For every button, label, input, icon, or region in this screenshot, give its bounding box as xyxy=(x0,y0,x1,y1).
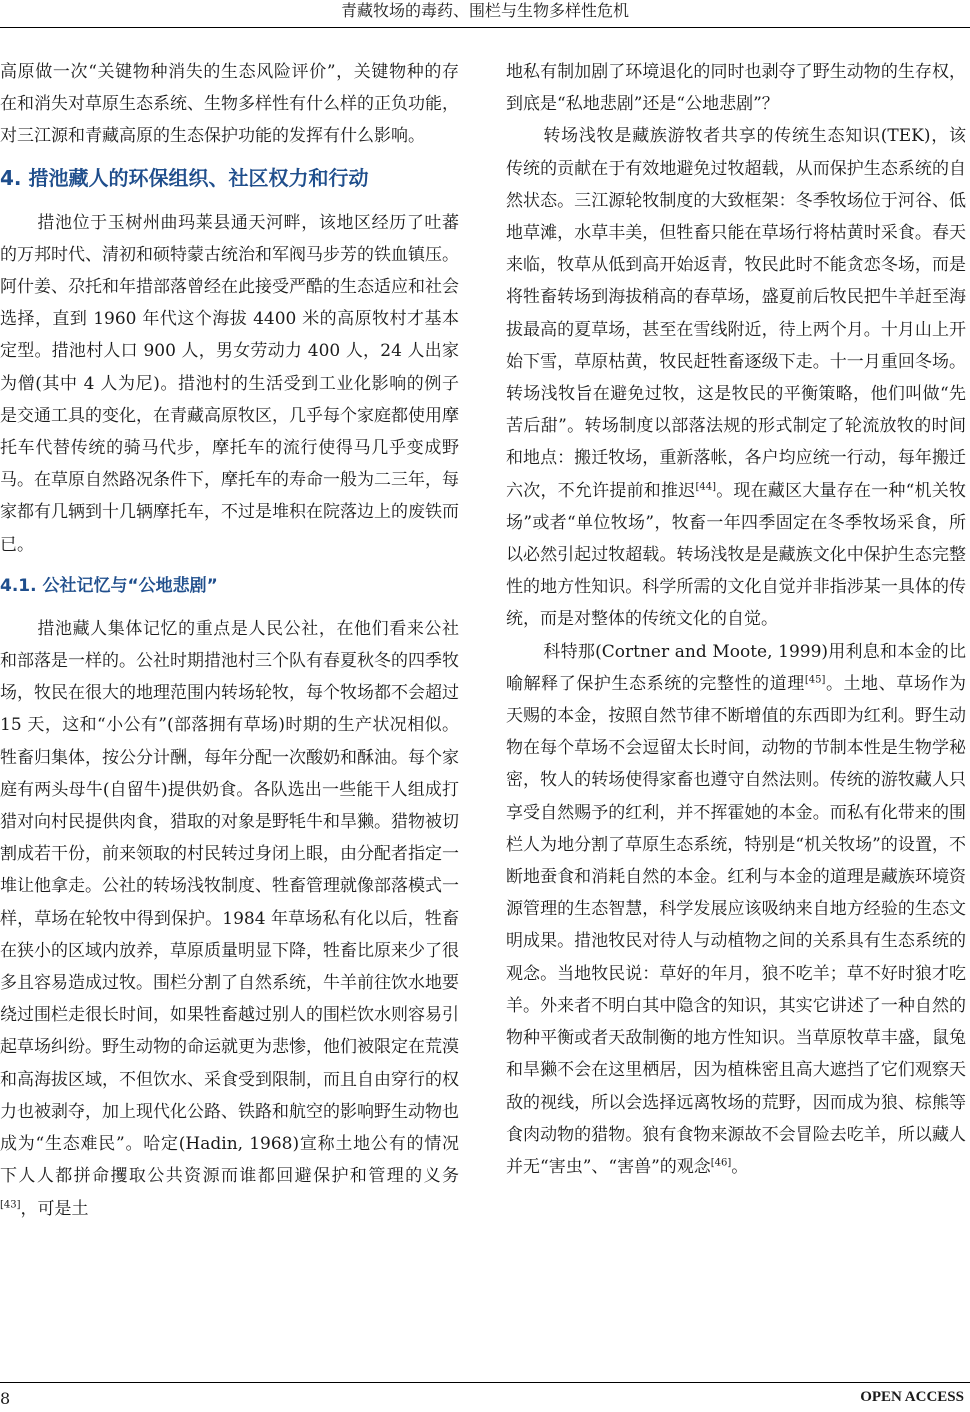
citation-ref-45[interactable]: [45] xyxy=(804,674,826,686)
paragraph: 地私有制加剧了环境退化的同时也剥夺了野生动物的生存权，到底是“私地悲剧”还是“公地悲剧”？ xyxy=(506,62,966,115)
paragraph-text: 措池藏人集体记忆的重点是人民公社，在他们看来公社和部落是一样的。公社时期措池村三个队有春夏秋冬的四季牧场，牧民在很大的地理范围内转场轮牧，每个牧场都不会超过 15 天，这和“小公有”(部落拥有草场)时期的生产状况相似。牲畜归集体，按公分计酬，每年分配一次酸奶和酥油。每个家庭有两头母牛(自留牛)提供奶食。各队选出一些能干人组成打猎对向村民提供肉食，猎取的对象是野牦牛和旱獭。猎物被切割成若干份，前来领取的村民转过身闭上眼，由分配者指定一堆让他拿走。公社的转场浅牧制度、牲畜管理就像部落模式一样，草场在轮牧中得到保护。1984 年草场私有化以后，牲畜在狭小的区域内放养，草原质量明显下降，牲畜比原来少了很多且容易造成过牧。围栏分割了自然系统，牛羊前往饮水地要绕过围栏走很长时间，如果牲畜越过别人的围栏饮水则容易引起草场纠纷。野生动物的命运就更为悲惨，他们被限定在荒漠和高海拔区域，不但饮水、采食受到限制，而且自由穿行的权力也被剥夺，加上现代化公路、铁路和航空的影响野生动物也成为“生态难民”。哈定(Hadin, 1968)宣称土地公有的情况下人人都拼命攫取公共资源而谁都回避保护和管理的义务 xyxy=(0,618,459,1187)
paragraph-text: 转场浅牧是藏族游牧者共享的传统生态知识(TEK)，该传统的贡献在于有效地避免过牧超载，从而保护生态系统的自然状态。三江源轮牧制度的大致框架：冬季牧场位于河谷、低地草滩，水草丰美，但牲畜只能在草场行将枯黄时采食。春天来临，牧草从低到高开始返青，牧民此时不能贪恋冬场，而是将牲畜转场到海拔稍高的春草场，盛夏前后牧民把牛羊赶至海拔最高的夏草场，甚至在雪线附近，待上两个月。十月山上开始下雪，草原枯黄，牧民赶牲畜逐级下走。十一月重回冬场。转场浅牧旨在避免过牧，这是牧民的平衡策略，他们叫做“先苦后甜”。转场制度以部落法规的形式制定了轮流放牧的时间和地点：搬迁牧场，重新落帐，各户均应统一行动，每年搬迁六次，不允许提前和推迟 xyxy=(506,126,966,501)
citation-ref-43[interactable]: [43] xyxy=(0,1198,21,1210)
left-column xyxy=(0,56,459,1225)
running-header: 青藏牧场的毒药、围栏与生物多样性危机 xyxy=(340,1,629,20)
right-column xyxy=(506,56,966,1183)
citation-ref-46[interactable]: [46] xyxy=(710,1157,732,1169)
footer-rule xyxy=(0,1382,970,1383)
paragraph: 措池位于玉树州曲玛莱县通天河畔，该地区经历了吐蕃的万邦时代、清初和硕特蒙古统治和军阀马步芳的铁血镇压。阿什姜、尕托和年措部落曾经在此接受严酷的生态适应和社会选择，直到 1960 年代这个海拔 4400 米的高原牧村才基本定型。措池村人口 900 人，男女劳动力 400 人，24 人出家为僧(其中 4 人为尼)。措池村的生活受到工业化影响的例子是交通工具的变化，在青藏高原牧区，几乎每个家庭都使用摩托车代替传统的骑马代步，摩托车的流行使得马几乎变成野马。在草原自然路况条件下，摩托车的寿命一般为二三年，每家都有几辆到十几辆摩托车，不过是堆积在院落边上的废铁而已。 xyxy=(0,212,459,555)
open-access-label: OPEN ACCESS xyxy=(860,1389,964,1405)
section-heading-4-1: 4.1. 公社记忆与“公地悲剧” xyxy=(0,575,218,596)
paragraph xyxy=(506,120,966,635)
page-number: 8 xyxy=(0,1389,11,1408)
paragraph: 高原做一次“关键物种消失的生态风险评价”，关键物种的存在和消失对草原生态系统、生物多样性有什么样的正负功能，对三江源和青藏高原的生态保护功能的发挥有什么影响。 xyxy=(0,62,459,147)
paragraph-text: 。土地、草场作为天赐的本金，按照自然节律不断增值的东西即为红利。野生动物在每个草场不会逗留太长时间，动物的节制本性是生物学秘密，牧人的转场使得家畜也遵守自然法则。传统的游牧藏人只享受自然赐予的红利，并不挥霍她的本金。而私有化带来的围栏人为地分割了草原生态系统，特别是“机关牧场”的设置，不断地蚕食和消耗自然的本金。红利与本金的道理是藏族环境资源管理的生态智慧，科学发展应该吸纳来自地方经验的生态文明成果。措池牧民对待人与动植物之间的关系具有生态系统的观念。当地牧民说：草好的年月，狼不吃羊；草不好时狼才吃羊。外来者不明白其中隐含的知识，其实它讲述了一种自然的物种平衡或者天敌制衡的地方性知识。当草原牧草丰盛，鼠兔和旱獭不会在这里栖居，因为植株密且高大遮挡了它们观察天敌的视线，所以会选择远离牧场的荒野，因而成为狼、棕熊等食肉动物的猎物。狼有食物来源故不会冒险去吃羊，所以藏人并无“害虫”、“害兽”的观念 xyxy=(506,673,967,1177)
paragraph-text: ，可是土 xyxy=(20,1198,89,1219)
header-rule xyxy=(0,27,970,28)
paragraph-text: 。现在藏区大量存在一种“机关牧场”或者“单位牧场”，牧畜一年四季固定在冬季牧场采食，所以必然引起过牧超载。转场浅牧是是藏族文化中保护生态完整性的地方性知识。科学所需的文化自觉并非指涉某一具体的传统，而是对整体的传统文化的自觉。 xyxy=(506,480,967,630)
citation-ref-44[interactable]: [44] xyxy=(695,480,716,492)
paragraph xyxy=(506,636,966,1183)
section-heading-4: 4. 措池藏人的环保组织、社区权力和行动 xyxy=(0,165,369,190)
paragraph-text: 。 xyxy=(731,1156,749,1177)
paragraph-text: 科特那(Cortner and Moote, 1999)用利息和本金的比喻解释了保护生态系统的完整性的道理 xyxy=(506,641,966,694)
paragraph xyxy=(0,613,459,1225)
